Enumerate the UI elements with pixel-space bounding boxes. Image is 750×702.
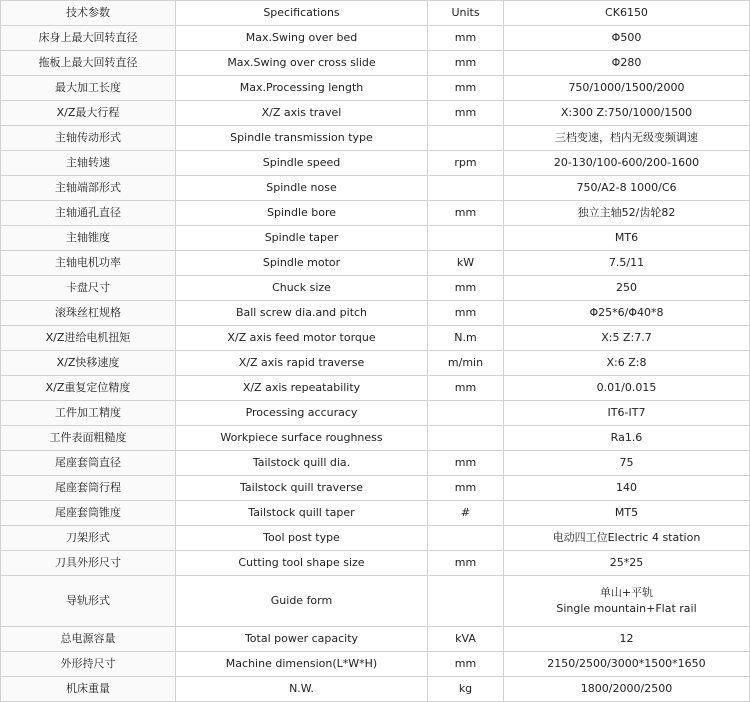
- param-cn-cell: X/Z最大行程: [1, 101, 176, 126]
- unit-cell: mm: [428, 652, 504, 677]
- table-row: [1, 627, 750, 652]
- param-cn-cell: 主轴锥度: [1, 226, 176, 251]
- value-cell: 12: [504, 627, 750, 652]
- value-cell: MT5: [504, 501, 750, 526]
- value-cell: 独立主轴52/齿轮82: [504, 201, 750, 226]
- param-cn-cell: 主轴通孔直径: [1, 201, 176, 226]
- unit-cell: mm: [428, 476, 504, 501]
- unit-cell: kg: [428, 677, 504, 702]
- spec-en-cell: X/Z axis repeatability: [176, 376, 428, 401]
- table-row: [1, 301, 750, 326]
- header-units: Units: [428, 1, 504, 26]
- param-cn-cell: 主轴转速: [1, 151, 176, 176]
- unit-cell: N.m: [428, 326, 504, 351]
- value-cell: 750/A2-8 1000/C6: [504, 176, 750, 201]
- spec-en-cell: Guide form: [176, 576, 428, 627]
- table-row: [1, 677, 750, 702]
- value-cell: 20-130/100-600/200-1600: [504, 151, 750, 176]
- value-cell: MT6: [504, 226, 750, 251]
- spec-en-cell: X/Z axis travel: [176, 101, 428, 126]
- value-cell: 250: [504, 276, 750, 301]
- table-row: [1, 551, 750, 576]
- unit-cell: [428, 226, 504, 251]
- param-cn-cell: 刀架形式: [1, 526, 176, 551]
- unit-cell: kW: [428, 251, 504, 276]
- unit-cell: mm: [428, 551, 504, 576]
- value-cell: Φ280: [504, 51, 750, 76]
- spec-en-cell: X/Z axis feed motor torque: [176, 326, 428, 351]
- param-cn-cell: X/Z进给电机扭矩: [1, 326, 176, 351]
- table-row: [1, 426, 750, 451]
- table-row: [1, 376, 750, 401]
- spec-en-cell: Spindle transmission type: [176, 126, 428, 151]
- header-model: CK6150: [504, 1, 750, 26]
- table-row: [1, 351, 750, 376]
- value-cell: Ra1.6: [504, 426, 750, 451]
- spec-en-cell: Workpiece surface roughness: [176, 426, 428, 451]
- table-row: [1, 451, 750, 476]
- header-param-cn: 技术参数: [1, 1, 176, 26]
- unit-cell: #: [428, 501, 504, 526]
- spec-en-cell: Tailstock quill dia.: [176, 451, 428, 476]
- unit-cell: [428, 426, 504, 451]
- unit-cell: [428, 126, 504, 151]
- header-specifications: Specifications: [176, 1, 428, 26]
- table-row: [1, 476, 750, 501]
- table-row: [1, 151, 750, 176]
- param-cn-cell: 最大加工长度: [1, 76, 176, 101]
- unit-cell: rpm: [428, 151, 504, 176]
- spec-en-cell: Ball screw dia.and pitch: [176, 301, 428, 326]
- spec-en-cell: Chuck size: [176, 276, 428, 301]
- unit-cell: mm: [428, 26, 504, 51]
- value-cell: 三档变速，档内无级变频调速: [504, 126, 750, 151]
- unit-cell: [428, 401, 504, 426]
- value-cell: 1800/2000/2500: [504, 677, 750, 702]
- param-cn-cell: 总电源容量: [1, 627, 176, 652]
- spec-en-cell: Tailstock quill traverse: [176, 476, 428, 501]
- unit-cell: [428, 526, 504, 551]
- spec-en-cell: Cutting tool shape size: [176, 551, 428, 576]
- spec-en-cell: Spindle bore: [176, 201, 428, 226]
- table-row: [1, 576, 750, 627]
- value-cell: 2150/2500/3000*1500*1650: [504, 652, 750, 677]
- unit-cell: mm: [428, 51, 504, 76]
- spec-en-cell: Machine dimension(L*W*H): [176, 652, 428, 677]
- value-cell: Φ25*6/Φ40*8: [504, 301, 750, 326]
- unit-cell: m/min: [428, 351, 504, 376]
- param-cn-cell: X/Z重复定位精度: [1, 376, 176, 401]
- spec-en-cell: X/Z axis rapid traverse: [176, 351, 428, 376]
- spec-en-cell: Total power capacity: [176, 627, 428, 652]
- param-cn-cell: 尾座套筒行程: [1, 476, 176, 501]
- param-cn-cell: 卡盘尺寸: [1, 276, 176, 301]
- table-body: [1, 26, 750, 702]
- table-row: [1, 226, 750, 251]
- table-row: [1, 276, 750, 301]
- table-row: [1, 251, 750, 276]
- table-row: [1, 76, 750, 101]
- spec-en-cell: N.W.: [176, 677, 428, 702]
- table-row: [1, 526, 750, 551]
- param-cn-cell: 尾座套筒锥度: [1, 501, 176, 526]
- param-cn-cell: 尾座套筒直径: [1, 451, 176, 476]
- value-cell: [504, 576, 750, 627]
- table-row: [1, 101, 750, 126]
- param-cn-cell: 拖板上最大回转直径: [1, 51, 176, 76]
- spec-en-cell: Max.Processing length: [176, 76, 428, 101]
- unit-cell: mm: [428, 76, 504, 101]
- param-cn-cell: 导轨形式: [1, 576, 176, 627]
- unit-cell: [428, 576, 504, 627]
- param-cn-cell: 机床重量: [1, 677, 176, 702]
- spec-en-cell: Tailstock quill taper: [176, 501, 428, 526]
- table-row: [1, 201, 750, 226]
- table-row: [1, 401, 750, 426]
- value-cell: 7.5/11: [504, 251, 750, 276]
- spec-en-cell: Spindle motor: [176, 251, 428, 276]
- value-cell: Φ500: [504, 26, 750, 51]
- unit-cell: [428, 176, 504, 201]
- value-line-1: 单山+平轨: [599, 586, 654, 599]
- spec-en-cell: Processing accuracy: [176, 401, 428, 426]
- table-row: [1, 176, 750, 201]
- unit-cell: mm: [428, 376, 504, 401]
- param-cn-cell: X/Z快移速度: [1, 351, 176, 376]
- unit-cell: mm: [428, 101, 504, 126]
- table-row: [1, 126, 750, 151]
- unit-cell: mm: [428, 301, 504, 326]
- value-cell: 750/1000/1500/2000: [504, 76, 750, 101]
- table-row: [1, 652, 750, 677]
- unit-cell: mm: [428, 451, 504, 476]
- unit-cell: kVA: [428, 627, 504, 652]
- spec-en-cell: Max.Swing over cross slide: [176, 51, 428, 76]
- param-cn-cell: 主轴电机功率: [1, 251, 176, 276]
- table-row: [1, 501, 750, 526]
- value-cell: 75: [504, 451, 750, 476]
- spec-en-cell: Spindle nose: [176, 176, 428, 201]
- value-cell: X:5 Z:7.7: [504, 326, 750, 351]
- value-cell: X:6 Z:8: [504, 351, 750, 376]
- param-cn-cell: 主轴传动形式: [1, 126, 176, 151]
- value-cell: 电动四工位Electric 4 station: [504, 526, 750, 551]
- spec-en-cell: Spindle taper: [176, 226, 428, 251]
- table-header-row: [1, 1, 750, 26]
- value-cell: 0.01/0.015: [504, 376, 750, 401]
- spec-en-cell: Tool post type: [176, 526, 428, 551]
- unit-cell: mm: [428, 276, 504, 301]
- param-cn-cell: 外形持尺寸: [1, 652, 176, 677]
- param-cn-cell: 工件加工精度: [1, 401, 176, 426]
- spec-en-cell: Max.Swing over bed: [176, 26, 428, 51]
- param-cn-cell: 滚珠丝杠规格: [1, 301, 176, 326]
- param-cn-cell: 工件表面粗糙度: [1, 426, 176, 451]
- unit-cell: mm: [428, 201, 504, 226]
- param-cn-cell: 刀具外形尺寸: [1, 551, 176, 576]
- table-row: [1, 26, 750, 51]
- value-cell: 25*25: [504, 551, 750, 576]
- value-line-2: Single mountain+Flat rail: [556, 602, 697, 615]
- value-cell: IT6-IT7: [504, 401, 750, 426]
- param-cn-cell: 床身上最大回转直径: [1, 26, 176, 51]
- value-cell: 140: [504, 476, 750, 501]
- param-cn-cell: 主轴端部形式: [1, 176, 176, 201]
- table-row: [1, 51, 750, 76]
- table-row: [1, 326, 750, 351]
- spec-en-cell: Spindle speed: [176, 151, 428, 176]
- value-cell: X:300 Z:750/1000/1500: [504, 101, 750, 126]
